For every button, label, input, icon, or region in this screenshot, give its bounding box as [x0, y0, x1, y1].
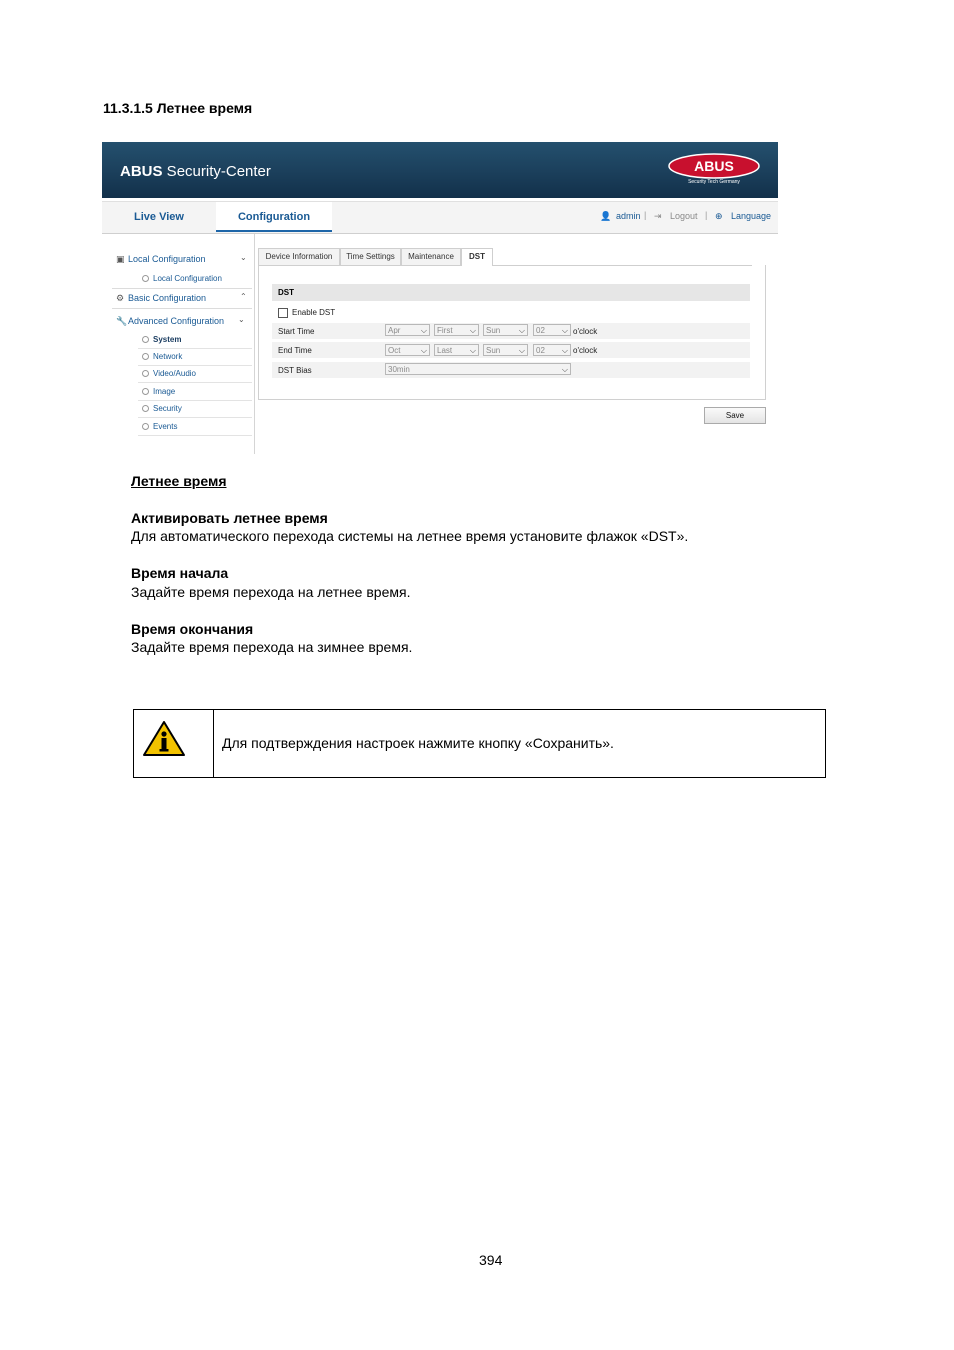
- config-tabs: [258, 248, 752, 266]
- user-icon: 👤: [600, 211, 612, 221]
- sidebar-item-network[interactable]: [142, 352, 182, 361]
- start-time-heading: Время начала: [131, 565, 229, 581]
- divider: [138, 348, 252, 349]
- select-value: Sun: [486, 346, 501, 355]
- select-value: 02: [536, 346, 545, 355]
- chevron-down-icon[interactable]: ⌄: [238, 315, 245, 324]
- divider: [112, 288, 252, 289]
- end-day-select[interactable]: [483, 344, 528, 356]
- sidebar-item-video-audio[interactable]: [142, 369, 196, 378]
- chevron-down-icon: ⌵: [420, 326, 427, 335]
- select-value: First: [437, 326, 453, 335]
- sidebar-item-label: Video/Audio: [153, 369, 196, 378]
- chevron-down-icon[interactable]: ⌄: [240, 253, 247, 262]
- divider: [138, 417, 252, 418]
- bullet-icon: [142, 405, 149, 412]
- page-number: 394: [479, 1252, 503, 1268]
- sidebar-item-label: Local Configuration: [153, 274, 222, 283]
- sidebar-item-label: Advanced Configuration: [128, 316, 225, 326]
- language-link[interactable]: Language: [731, 211, 772, 221]
- start-time-label: Start Time: [278, 327, 315, 336]
- tab-time-settings[interactable]: Time Settings: [340, 248, 401, 265]
- note-box: [133, 709, 826, 778]
- section-heading: 11.3.1.5 Летнее время: [103, 100, 253, 116]
- brand-bold: ABUS: [120, 163, 163, 180]
- select-value: 30min: [388, 365, 410, 374]
- nav-separator: |: [705, 210, 708, 220]
- sidebar: [102, 234, 255, 454]
- nav-separator: |: [644, 210, 647, 220]
- divider: [138, 435, 252, 436]
- sidebar-advanced-configuration[interactable]: [116, 316, 224, 327]
- globe-icon: ⊕: [715, 211, 723, 221]
- select-value: Apr: [388, 326, 401, 335]
- gear-icon: ⚙: [116, 293, 125, 303]
- user-link[interactable]: admin: [616, 211, 641, 221]
- bullet-icon: [142, 423, 149, 430]
- select-value: Oct: [388, 346, 401, 355]
- end-time-label: End Time: [278, 346, 312, 355]
- dst-bias-select[interactable]: [385, 363, 571, 375]
- note-text: Для подтверждения настроек нажмите кнопку «Сохранить».: [222, 735, 614, 751]
- end-week-select[interactable]: [434, 344, 479, 356]
- oclock-label: o'clock: [573, 327, 598, 336]
- sidebar-item-label: Network: [153, 352, 183, 361]
- monitor-icon: ▣: [116, 254, 125, 264]
- tab-device-information[interactable]: Device Information: [258, 248, 340, 265]
- abus-logo: [668, 153, 760, 185]
- chevron-down-icon: ⌵: [518, 346, 525, 355]
- sidebar-item-local-configuration[interactable]: [142, 274, 222, 283]
- brand-rest: Security-Center: [162, 163, 271, 180]
- bullet-icon: [142, 388, 149, 395]
- start-day-select[interactable]: [483, 324, 528, 336]
- sidebar-basic-configuration[interactable]: [116, 293, 206, 304]
- activate-dst-heading: Активировать летнее время: [131, 510, 328, 526]
- bullet-icon: [142, 336, 149, 343]
- bullet-icon: [142, 370, 149, 377]
- enable-dst-label: Enable DST: [292, 308, 336, 317]
- dst-bias-label: DST Bias: [278, 366, 312, 375]
- end-time-heading: Время окончания: [131, 621, 254, 637]
- activate-dst-text: Для автоматического перехода системы на летнее время установите флажок «DST».: [131, 528, 689, 544]
- oclock-label: o'clock: [573, 346, 598, 355]
- chevron-down-icon: ⌵: [469, 326, 476, 335]
- dst-section-bar: [272, 284, 750, 301]
- tab-maintenance[interactable]: Maintenance: [401, 248, 461, 265]
- logout-link[interactable]: Logout: [670, 211, 698, 221]
- sidebar-item-label: System: [153, 335, 182, 344]
- sidebar-item-events[interactable]: [142, 422, 177, 431]
- info-warning-icon: [142, 720, 186, 758]
- start-hour-select[interactable]: [533, 324, 571, 336]
- subsection-title: Летнее время: [131, 473, 227, 489]
- divider: [112, 308, 252, 309]
- bullet-icon: [142, 353, 149, 360]
- chevron-up-icon[interactable]: ⌃: [240, 292, 247, 301]
- bullet-icon: [142, 275, 149, 282]
- divider: [213, 710, 214, 777]
- sidebar-item-label: Security: [153, 404, 182, 413]
- sidebar-item-label: Basic Configuration: [128, 293, 207, 303]
- sidebar-item-system[interactable]: [142, 335, 181, 344]
- end-hour-select[interactable]: [533, 344, 571, 356]
- chevron-down-icon: ⌵: [469, 346, 476, 355]
- start-week-select[interactable]: [434, 324, 479, 336]
- divider: [138, 400, 252, 401]
- app-title: [120, 163, 271, 180]
- sidebar-item-image[interactable]: [142, 387, 175, 396]
- start-time-text: Задайте время перехода на летнее время.: [131, 584, 411, 600]
- select-value: Sun: [486, 326, 501, 335]
- chevron-down-icon: ⌵: [561, 326, 568, 335]
- select-value: Last: [437, 346, 453, 355]
- start-month-select[interactable]: [385, 324, 430, 336]
- tab-configuration[interactable]: Configuration: [216, 202, 332, 232]
- header-banner: [102, 142, 778, 198]
- web-ui-screenshot: [102, 142, 778, 454]
- chevron-down-icon: ⌵: [561, 346, 568, 355]
- divider: [138, 365, 252, 366]
- sidebar-local-configuration[interactable]: [116, 254, 206, 265]
- top-nav: [102, 201, 778, 234]
- tab-live-view[interactable]: Live View: [134, 211, 184, 223]
- select-value: 02: [536, 326, 545, 335]
- sidebar-item-label: Image: [153, 387, 176, 396]
- end-month-select[interactable]: [385, 344, 430, 356]
- logo-tagline: Security Tech Germany: [688, 179, 740, 185]
- chevron-down-icon: ⌵: [518, 326, 525, 335]
- chevron-down-icon: ⌵: [420, 346, 427, 355]
- tab-dst[interactable]: DST: [461, 248, 493, 266]
- wrench-icon: 🔧: [116, 316, 128, 326]
- logout-icon: ⇥: [654, 211, 662, 221]
- sidebar-item-label: Events: [153, 422, 178, 431]
- enable-dst-checkbox[interactable]: [278, 308, 288, 318]
- sidebar-item-label: Local Configuration: [128, 254, 206, 264]
- end-time-text: Задайте время перехода на зимнее время.: [131, 639, 413, 655]
- logo-text: ABUS: [694, 158, 734, 174]
- chevron-down-icon: ⌵: [561, 365, 568, 374]
- dst-section-title: DST: [278, 288, 294, 297]
- sidebar-item-security[interactable]: [142, 404, 182, 413]
- divider: [138, 382, 252, 383]
- save-button[interactable]: Save: [704, 407, 766, 424]
